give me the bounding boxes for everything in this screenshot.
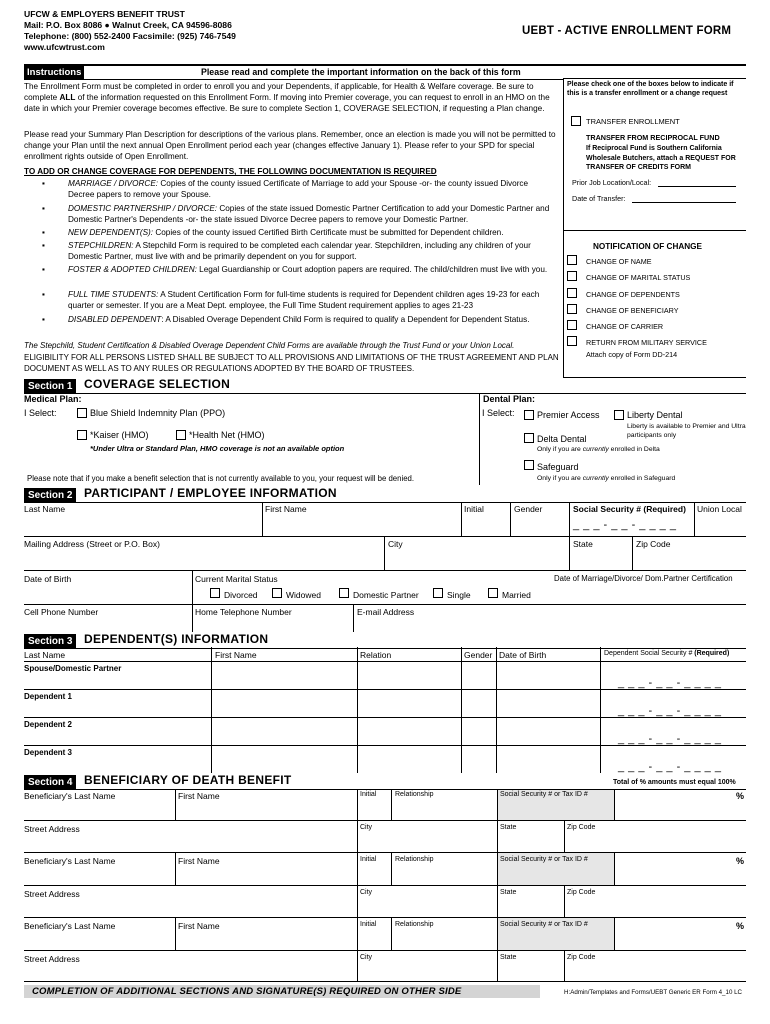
check-instruction: Please check one of the boxes below to indicate if this is a transfer enrollment or a change request xyxy=(567,81,734,97)
grid-line xyxy=(569,536,570,570)
ben1-initial-label: Initial xyxy=(360,791,377,798)
grid-line xyxy=(24,820,746,821)
grid-line xyxy=(262,502,263,536)
date-transfer-line[interactable] xyxy=(632,202,736,203)
grid-line xyxy=(192,604,193,632)
change-marital-label: CHANGE OF MARITAL STATUS xyxy=(586,273,691,282)
premier-access-checkbox[interactable] xyxy=(524,410,534,420)
notification-title: NOTIFICATION OF CHANGE xyxy=(593,242,703,251)
ben3-city-label: City xyxy=(360,954,373,961)
ben3-state-label: State xyxy=(500,954,517,961)
completion-banner: COMPLETION OF ADDITIONAL SECTIONS AND SIGNATURE(S) REQUIRED ON OTHER SIDE xyxy=(24,985,540,998)
dep-relation-label: Relation xyxy=(360,650,392,660)
domestic-partner-label: Domestic Partner xyxy=(353,590,419,600)
grid-line xyxy=(391,917,392,950)
bullet-marriage: ▪ MARRIAGE / DIVORCE: Copies of the county issued Certificate of Marriage to add your Spouse -or- the county issued Divorce Decree papers to remove your Spouse. xyxy=(42,179,529,199)
ben1-ssn-label: Social Security # or Tax ID # xyxy=(500,791,588,798)
spouse-row-label: Spouse/Domestic Partner xyxy=(24,664,122,673)
email-label: E-mail Address xyxy=(357,607,415,617)
grid-line xyxy=(384,536,385,570)
grid-line xyxy=(600,647,601,773)
ben3-ssn-label: Social Security # or Tax ID # xyxy=(500,921,588,928)
section4-title: BENEFICIARY OF DEATH BENEFIT xyxy=(84,773,292,787)
grid-line xyxy=(564,885,565,917)
grid-line xyxy=(175,852,176,885)
template-path: H:Admin/Templates and Forms/UEBT Generic ER Form 4_10 LC xyxy=(564,989,743,996)
single-checkbox[interactable] xyxy=(433,588,443,598)
grid-line xyxy=(24,852,746,853)
section2-tag: Section 2 xyxy=(24,488,76,503)
dep-gender-label: Gender xyxy=(464,650,493,660)
ben2-first-label: First Name xyxy=(178,856,220,866)
bullet-domestic: ▪ DOMESTIC PARTNERSHIP / DIVORCE: Copies of the state issued Domestic Partner Certification to add your Domestic Partner and Domestic Partner's Dependents -or- the state issued Divorce Decree papers to remove your Domestic Partner. xyxy=(42,204,550,224)
ben3-relationship-label: Relationship xyxy=(395,921,434,928)
ssn-required-label: Social Security # (Required) xyxy=(573,504,686,514)
date-transfer-label: Date of Transfer: xyxy=(572,194,626,203)
grid-line xyxy=(24,536,746,537)
prior-job-label: Prior Job Location/Local: xyxy=(572,178,652,187)
grid-line xyxy=(496,647,497,773)
dental-iselect-label: I Select: xyxy=(482,408,515,418)
instructions-paragraph-1: The Enrollment Form must be completed in order to enroll you and your Dependents, if applicable, for Health & Welfare coverage. Be sure to complete ALL of the information requested on this Enrollment Form. If moving into Premier coverage, you can request to enroll in an HMO on the date in which your Premier coverage becomes effective. Be sure to complete Section 1, COVERAGE SELECTION, if requesting a Plan change. xyxy=(24,82,550,113)
premier-access-label: Premier Access xyxy=(537,410,600,420)
home-phone-label: Home Telephone Number xyxy=(195,607,292,617)
ben3-street-label: Street Address xyxy=(24,954,80,964)
section1-tag: Section 1 xyxy=(24,379,76,394)
transfer-enrollment-checkbox[interactable] xyxy=(571,116,581,126)
change-carrier-checkbox[interactable] xyxy=(567,320,577,330)
grid-line xyxy=(24,950,746,951)
grid-line xyxy=(24,661,746,662)
grid-line xyxy=(391,852,392,885)
instructions-banner: Please read and complete the important information on the back of this form xyxy=(201,67,521,77)
grid-line xyxy=(24,745,746,746)
prior-job-line[interactable] xyxy=(658,186,736,187)
change-carrier-label: CHANGE OF CARRIER xyxy=(586,322,664,331)
grid-line xyxy=(175,917,176,950)
forms-availability-note: The Stepchild, Student Certification & Disabled Overage Dependent Child Forms are available through the Trust Fund or your Union Local. xyxy=(24,341,515,350)
change-beneficiary-label: CHANGE OF BENEFICIARY xyxy=(586,306,679,315)
ben2-street-label: Street Address xyxy=(24,889,80,899)
grid-line xyxy=(24,604,746,605)
ben3-first-label: First Name xyxy=(178,921,220,931)
ben3-percent[interactable]: % xyxy=(736,921,745,931)
section1-header xyxy=(24,379,746,394)
grid-line xyxy=(353,604,354,632)
grid-line xyxy=(564,820,565,852)
domestic-partner-checkbox[interactable] xyxy=(339,588,349,598)
grid-line xyxy=(614,852,615,885)
change-dependents-label: CHANGE OF DEPENDENTS xyxy=(586,290,680,299)
change-beneficiary-checkbox[interactable] xyxy=(567,304,577,314)
reciprocal-title: TRANSFER FROM RECIPROCAL FUND xyxy=(586,133,720,142)
health-net-checkbox[interactable] xyxy=(176,430,186,440)
change-marital-checkbox[interactable] xyxy=(567,271,577,281)
grid-line xyxy=(24,917,746,918)
change-name-label: CHANGE OF NAME xyxy=(586,257,652,266)
married-checkbox[interactable] xyxy=(488,588,498,598)
liberty-dental-checkbox[interactable] xyxy=(614,410,624,420)
instructions-tag: Instructions xyxy=(24,66,84,80)
dependent1-ssn-mask[interactable]: _ _ _ - _ _ - _ _ _ _ xyxy=(618,705,722,717)
cell-phone-label: Cell Phone Number xyxy=(24,607,99,617)
dep-dob-label: Date of Birth xyxy=(499,650,547,660)
org-website[interactable]: www.ufcwtrust.com xyxy=(24,42,105,52)
org-phone: Telephone: (800) 552-2400 Facsimile: (925) 746-7549 xyxy=(24,31,236,41)
grid-line xyxy=(694,502,695,536)
grid-line xyxy=(24,981,746,982)
grid-line xyxy=(564,950,565,981)
hmo-note: *Under Ultra or Standard Plan, HMO coverage is not an available option xyxy=(90,444,345,453)
last-name-label: Last Name xyxy=(24,504,66,514)
dental-divider xyxy=(479,394,480,485)
bullet-foster: ▪ FOSTER & ADOPTED CHILDREN: Legal Guardianship or Court adoption papers are required. The child/children must live with you. xyxy=(42,265,548,274)
city-label: City xyxy=(388,539,403,549)
military-return-label: RETURN FROM MILITARY SERVICE xyxy=(586,338,707,347)
delta-dental-label: Delta Dental xyxy=(537,434,587,444)
grid-line xyxy=(211,647,212,773)
grid-line xyxy=(632,536,633,570)
transfer-enrollment-label: TRANSFER ENROLLMENT xyxy=(586,117,680,126)
ben2-relationship-label: Relationship xyxy=(395,856,434,863)
grid-line xyxy=(24,570,746,571)
initial-label: Initial xyxy=(464,504,484,514)
dependent3-row-label: Dependent 3 xyxy=(24,748,73,757)
dependent1-row-label: Dependent 1 xyxy=(24,692,73,701)
zip-label: Zip Code xyxy=(636,539,671,549)
safeguard-note: Only if you are currently enrolled in Safeguard xyxy=(537,475,676,482)
grid-line xyxy=(461,502,462,536)
ben1-state-label: State xyxy=(500,824,517,831)
ben2-percent[interactable]: % xyxy=(736,856,745,866)
liberty-dental-label: Liberty Dental xyxy=(627,410,683,420)
ben2-zip-label: Zip Code xyxy=(567,889,596,896)
section4-tag: Section 4 xyxy=(24,775,76,790)
ben1-last-label: Beneficiary's Last Name xyxy=(24,791,116,801)
ben1-percent[interactable]: % xyxy=(736,791,745,801)
ben1-city-label: City xyxy=(360,824,373,831)
grid-line xyxy=(24,717,746,718)
dependent2-row-label: Dependent 2 xyxy=(24,720,73,729)
delta-dental-checkbox[interactable] xyxy=(524,433,534,443)
dep-first-label: First Name xyxy=(215,650,257,660)
ben2-initial-label: Initial xyxy=(360,856,377,863)
grid-line xyxy=(357,647,358,773)
grid-line xyxy=(357,789,358,981)
grid-line xyxy=(614,917,615,950)
grid-line xyxy=(175,789,176,820)
widowed-checkbox[interactable] xyxy=(272,588,282,598)
documentation-heading: TO ADD OR CHANGE COVERAGE FOR DEPENDENTS, THE FOLLOWING DOCUMENTATION IS REQUIRED xyxy=(24,167,437,176)
state-label: State xyxy=(573,539,593,549)
safeguard-checkbox[interactable] xyxy=(524,460,534,470)
mailing-address-label: Mailing Address (Street or P.O. Box) xyxy=(24,539,160,549)
org-name: UFCW & EMPLOYERS BENEFIT TRUST xyxy=(24,9,185,19)
bullet-stepchildren: ▪ STEPCHILDREN: A Stepchild Form is required to be completed each calendar year. Stepchildren, including any children of your Domestic Partner, must live with and be primarily dependent on you for support. xyxy=(42,241,531,261)
medical-plan-label: Medical Plan: xyxy=(24,394,82,404)
instructions-paragraph-2: Please read your Summary Plan Description for descriptions of the various plans. Remember, once an election is made you will not be permitted to change your Plan until the next annual Open Enrollment period each year (changes effective January 1). Please refer to your SPD for special enrollment rights outside of Open Enrollment. xyxy=(24,130,556,161)
ben2-city-label: City xyxy=(360,889,373,896)
change-name-checkbox[interactable] xyxy=(567,255,577,265)
section3-title: DEPENDENT(S) INFORMATION xyxy=(84,632,269,646)
safeguard-label: Safeguard xyxy=(537,462,579,472)
panel-divider xyxy=(563,230,746,231)
reciprocal-note: If Reciprocal Fund is Southern California Wholesale Butchers, attach a REQUEST FOR TRANSFER OF CREDITS FORM xyxy=(586,145,736,171)
delta-note: Only if you are currently enrolled in Delta xyxy=(537,446,660,453)
divorced-label: Divorced xyxy=(224,590,258,600)
widowed-label: Widowed xyxy=(286,590,321,600)
divorced-checkbox[interactable] xyxy=(210,588,220,598)
union-local-label: Union Local xyxy=(697,504,742,514)
ben3-initial-label: Initial xyxy=(360,921,377,928)
grid-line xyxy=(614,789,615,820)
blue-shield-checkbox[interactable] xyxy=(77,408,87,418)
section1-title: COVERAGE SELECTION xyxy=(84,377,231,391)
medical-iselect-label: I Select: xyxy=(24,408,57,418)
section3-tag: Section 3 xyxy=(24,634,76,649)
liberty-note: Liberty is available to Premier and Ultra participants only xyxy=(627,423,746,439)
ben3-zip-label: Zip Code xyxy=(567,954,596,961)
selection-denial-note: Please note that if you make a benefit selection that is not currently available to you, your request will be denied. xyxy=(27,474,415,483)
dental-plan-label: Dental Plan: xyxy=(483,394,536,404)
ben1-first-label: First Name xyxy=(178,791,220,801)
ben1-street-label: Street Address xyxy=(24,824,80,834)
dependent3-ssn-mask[interactable]: _ _ _ - _ _ - _ _ _ _ xyxy=(618,761,722,773)
ben2-state-label: State xyxy=(500,889,517,896)
ben3-last-label: Beneficiary's Last Name xyxy=(24,921,116,931)
bullet-new-dependent: ▪ NEW DEPENDENT(S): Copies of the county issued Certified Birth Certificate must be submitted for Dependent children. xyxy=(42,228,504,237)
participant-ssn-mask[interactable]: _ _ _ - _ _ - _ _ _ _ xyxy=(573,519,677,531)
dob-label: Date of Birth xyxy=(24,574,72,584)
kaiser-label: *Kaiser (HMO) xyxy=(90,430,149,440)
header-rule xyxy=(24,64,746,66)
bullet-disabled: ▪ DISABLED DEPENDENT: A Disabled Overage Dependent Child Form is required to qualify a Dependent for Dependent Status. xyxy=(42,315,530,324)
marriage-date-label: Date of Marriage/Divorce/ Dom.Partner Certification xyxy=(554,574,733,583)
section3-header xyxy=(24,634,746,649)
ben2-last-label: Beneficiary's Last Name xyxy=(24,856,116,866)
grid-line xyxy=(510,502,511,536)
ben2-ssn-label: Social Security # or Tax ID # xyxy=(500,856,588,863)
change-dependents-checkbox[interactable] xyxy=(567,288,577,298)
section2-header xyxy=(24,488,746,503)
kaiser-checkbox[interactable] xyxy=(77,430,87,440)
grid-line xyxy=(24,689,746,690)
grid-line xyxy=(192,570,193,604)
military-note: Attach copy of Form DD-214 xyxy=(586,350,678,359)
dep-ssn-label: Dependent Social Security # (Required) xyxy=(604,650,730,657)
marital-status-label: Current Marital Status xyxy=(195,574,278,584)
grid-line xyxy=(461,647,462,773)
grid-line xyxy=(391,789,392,820)
married-label: Married xyxy=(502,590,531,600)
grid-line xyxy=(497,789,498,981)
form-title: UEBT - ACTIVE ENROLLMENT FORM xyxy=(522,25,732,37)
single-label: Single xyxy=(447,590,471,600)
org-mail: Mail: P.O. Box 8086 ● Walnut Creek, CA 94596-8086 xyxy=(24,20,232,30)
first-name-label: First Name xyxy=(265,504,307,514)
ben1-zip-label: Zip Code xyxy=(567,824,596,831)
eligibility-statement: ELIGIBILITY FOR ALL PERSONS LISTED SHALL BE SUBJECT TO ALL PROVISIONS AND LIMITATIONS OF THE TRUST AGREEMENT AND PLAN DOCUMENT AS WELL AS TO ANY RULES OR REGULATIONS ADOPTED BY THE BOARD OF TRUSTEES. xyxy=(24,353,559,373)
health-net-label: *Health Net (HMO) xyxy=(189,430,265,440)
bullet-students: ▪ FULL TIME STUDENTS: A Student Certification Form for full-time students is required for Dependent children ages 19-23 for each quarter or semester. If you are a Meat Dept. employee, the Full Time Student requirement applies to ages 21-23 xyxy=(42,290,540,310)
total-percent-note: Total of % amounts must equal 100% xyxy=(613,779,736,786)
grid-line xyxy=(569,502,570,536)
spouse-ssn-mask[interactable]: _ _ _ - _ _ - _ _ _ _ xyxy=(618,677,722,689)
military-return-checkbox[interactable] xyxy=(567,336,577,346)
ben1-relationship-label: Relationship xyxy=(395,791,434,798)
dep-last-label: Last Name xyxy=(24,650,66,660)
section2-title: PARTICIPANT / EMPLOYEE INFORMATION xyxy=(84,486,337,500)
instructions-rule xyxy=(24,79,564,80)
dependent2-ssn-mask[interactable]: _ _ _ - _ _ - _ _ _ _ xyxy=(618,733,722,745)
blue-shield-label: Blue Shield Indemnity Plan (PPO) xyxy=(90,408,226,418)
gender-label: Gender xyxy=(514,504,543,514)
grid-line xyxy=(24,885,746,886)
